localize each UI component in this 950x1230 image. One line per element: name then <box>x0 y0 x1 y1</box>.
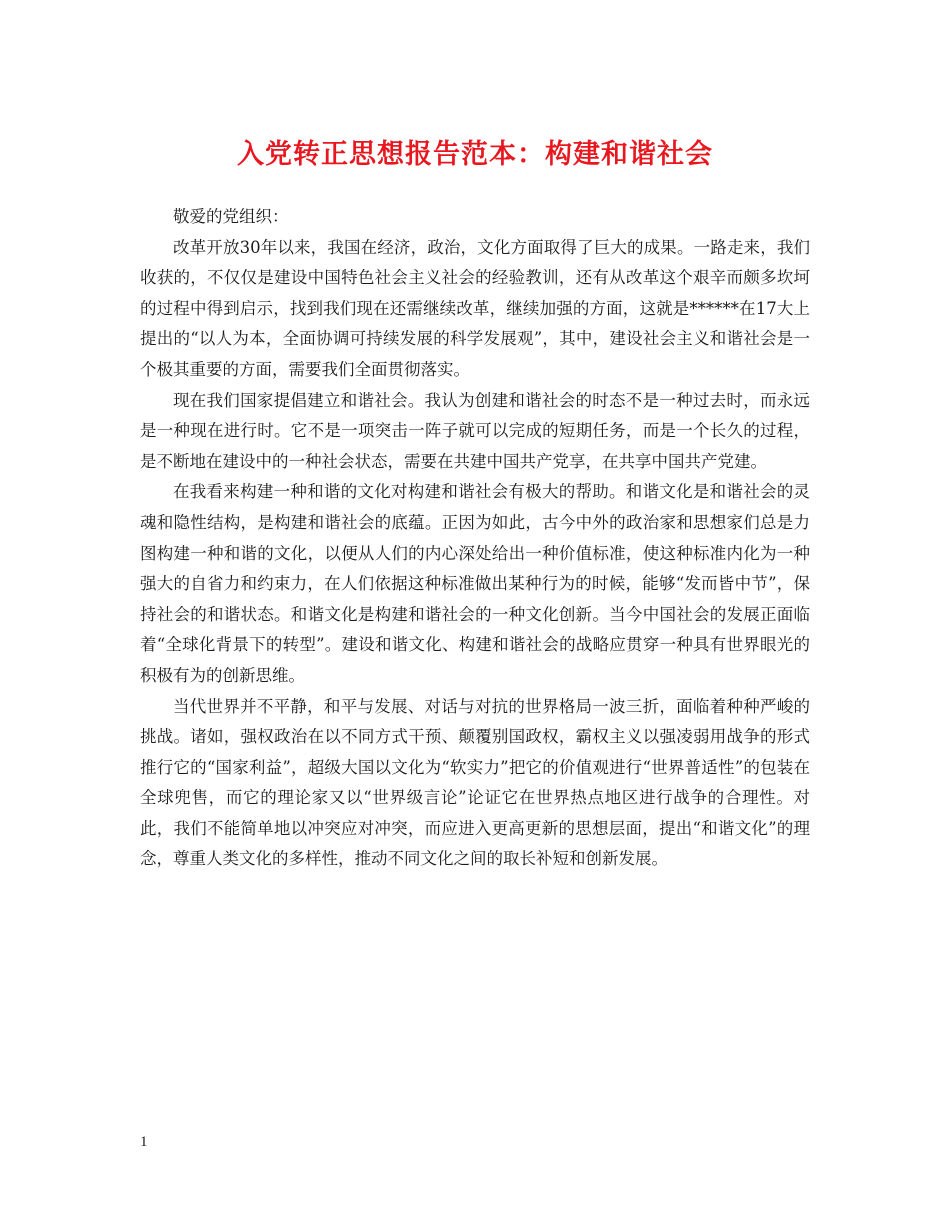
page-number: 1 <box>140 1134 148 1150</box>
paragraph-2: 现在我们国家提倡建立和谐社会。我认为创建和谐社会的时态不是一种过去时，而永远是一种现在进行时。它不是一项突击一阵子就可以完成的短期任务，而是一个长久的过程，是不断地在建设中的一种社会状态，需要在共建中国共产党享，在共享中国共产党建。 <box>140 390 810 471</box>
document-title: 入党转正思想报告范本：构建和谐社会 <box>237 139 713 170</box>
paragraph-4: 当代世界并不平静，和平与发展、对话与对抗的世界格局一波三折，面临着种种严峻的挑战。诸如，强权政治在以不同方式干预、颠覆别国政权，霸权主义以强凌弱用战争的形式推行它的“国家利益”，超级大国以文化为“软实力”把它的价值观进行“世界普适性”的包装在全球兜售，而它的理论家又以“世界级言论”论证它在世界热点地区进行战争的合理性。对此，我们不能简单地以冲突应对冲突，而应进入更高更新的思想层面，提出“和谐文化”的理念，尊重人类文化的多样性，推动不同文化之间的取长补短和创新发展。 <box>140 696 810 869</box>
paragraph-3: 在我看来构建一种和谐的文化对构建和谐社会有极大的帮助。和谐文化是和谐社会的灵魂和隐性结构，是构建和谐社会的底蕴。正因为如此，古今中外的政治家和思想家们总是力图构建一种和谐的文化，以便从人们的内心深处给出一种价值标准，使这种标准内化为一种强大的自省力和约束力，在人们依据这种标准做出某种行为的时候，能够“发而皆中节”，保持社会的和谐状态。和谐文化是构建和谐社会的一种文化创新。当今中国社会的发展正面临着“全球化背景下的转型”。建设和谐文化、构建和谐社会的战略应贯穿一种具有世界眼光的积极有为的创新思维。 <box>140 482 810 685</box>
document-body <box>140 202 810 875</box>
paragraph-1: 改革开放30年以来，我国在经济，政治，文化方面取得了巨大的成果。一路走来，我们收获的，不仅仅是建设中国特色社会主义社会的经验教训，还有从改革这个艰辛而颇多坎坷的过程中得到启示，找到我们现在还需继续改革，继续加强的方面，这就是******在17大上提出的“以人为本，全面协调可持续发展的科学发展观”，其中，建设社会主义和谐社会是一个极其重要的方面，需要我们全面贯彻落实。 <box>140 237 810 379</box>
salutation: 敬爱的党组织： <box>173 207 289 226</box>
